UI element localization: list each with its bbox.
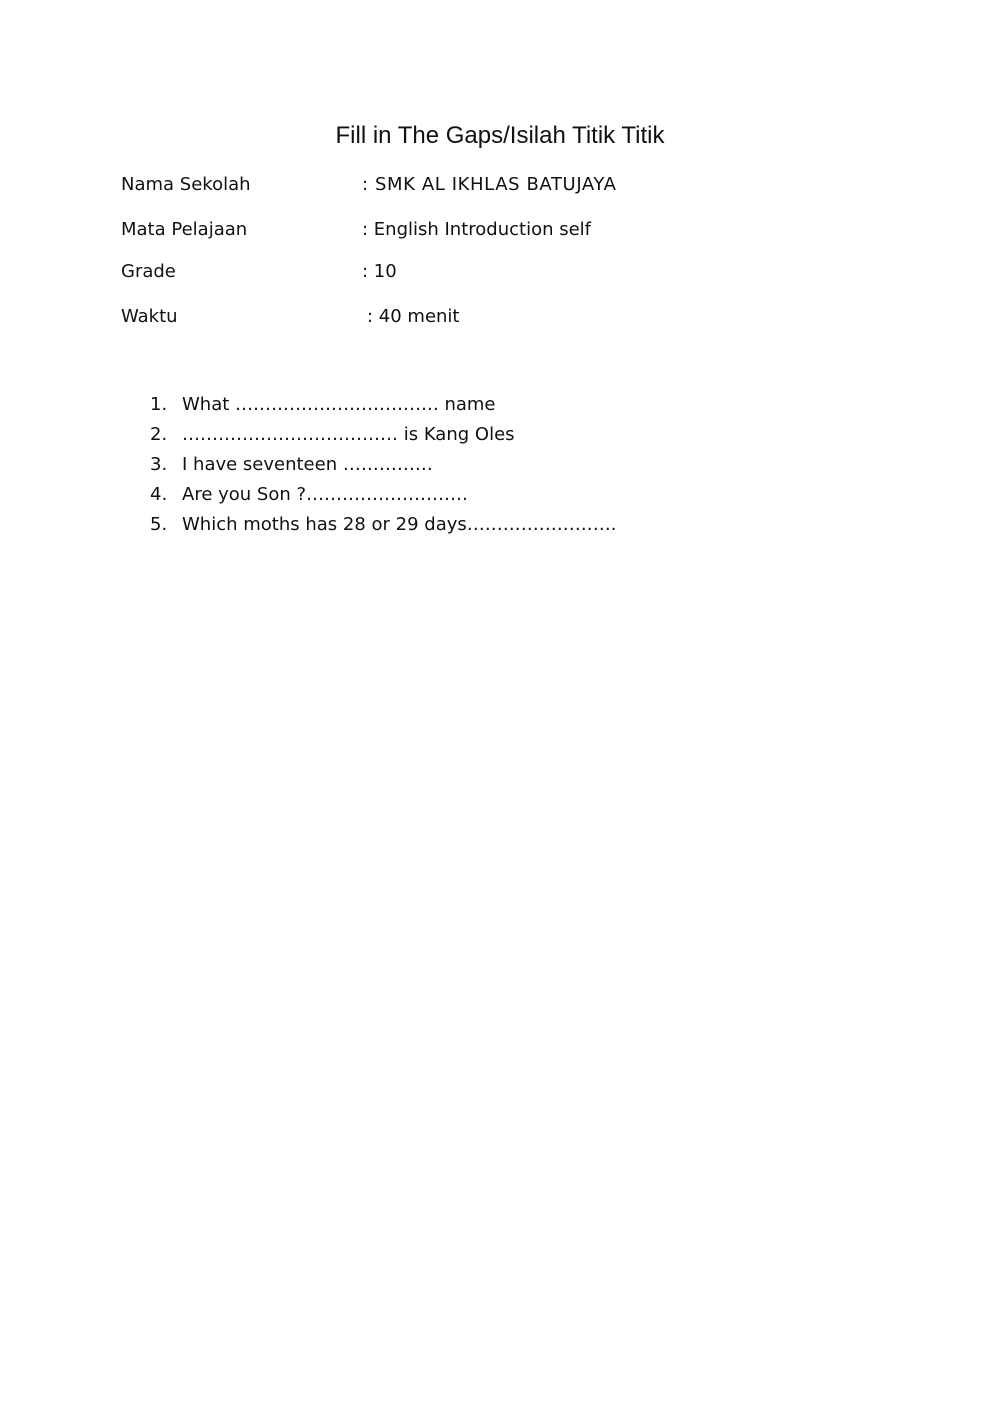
question-text: Which moths has 28 or 29 days……………………. xyxy=(182,514,617,535)
worksheet-title: Fill in The Gaps/Isilah Titik Titik xyxy=(335,122,665,149)
question-number: 1. xyxy=(150,394,168,415)
question-text: ……………………………… is Kang Oles xyxy=(182,424,515,445)
info-value-grade: : 10 xyxy=(362,261,397,282)
question-number: 5. xyxy=(150,514,168,535)
info-label-grade: Grade xyxy=(121,261,176,282)
question-text: What ……………………………. name xyxy=(182,394,496,415)
question-text: I have seventeen …………… xyxy=(182,454,433,475)
info-value-subject: : English Introduction self xyxy=(362,219,592,240)
info-label-subject: Mata Pelajaan xyxy=(121,219,248,240)
info-value-school: : SMK AL IKHLAS BATUJAYA xyxy=(362,174,617,195)
question-text: Are you Son ?……………………… xyxy=(182,484,469,505)
question-number: 2. xyxy=(150,424,168,445)
question-number: 4. xyxy=(150,484,168,505)
info-value-time: : 40 menit xyxy=(367,306,460,327)
info-label-school: Nama Sekolah xyxy=(121,174,251,195)
info-label-time: Waktu xyxy=(121,306,178,327)
question-number: 3. xyxy=(150,454,168,475)
